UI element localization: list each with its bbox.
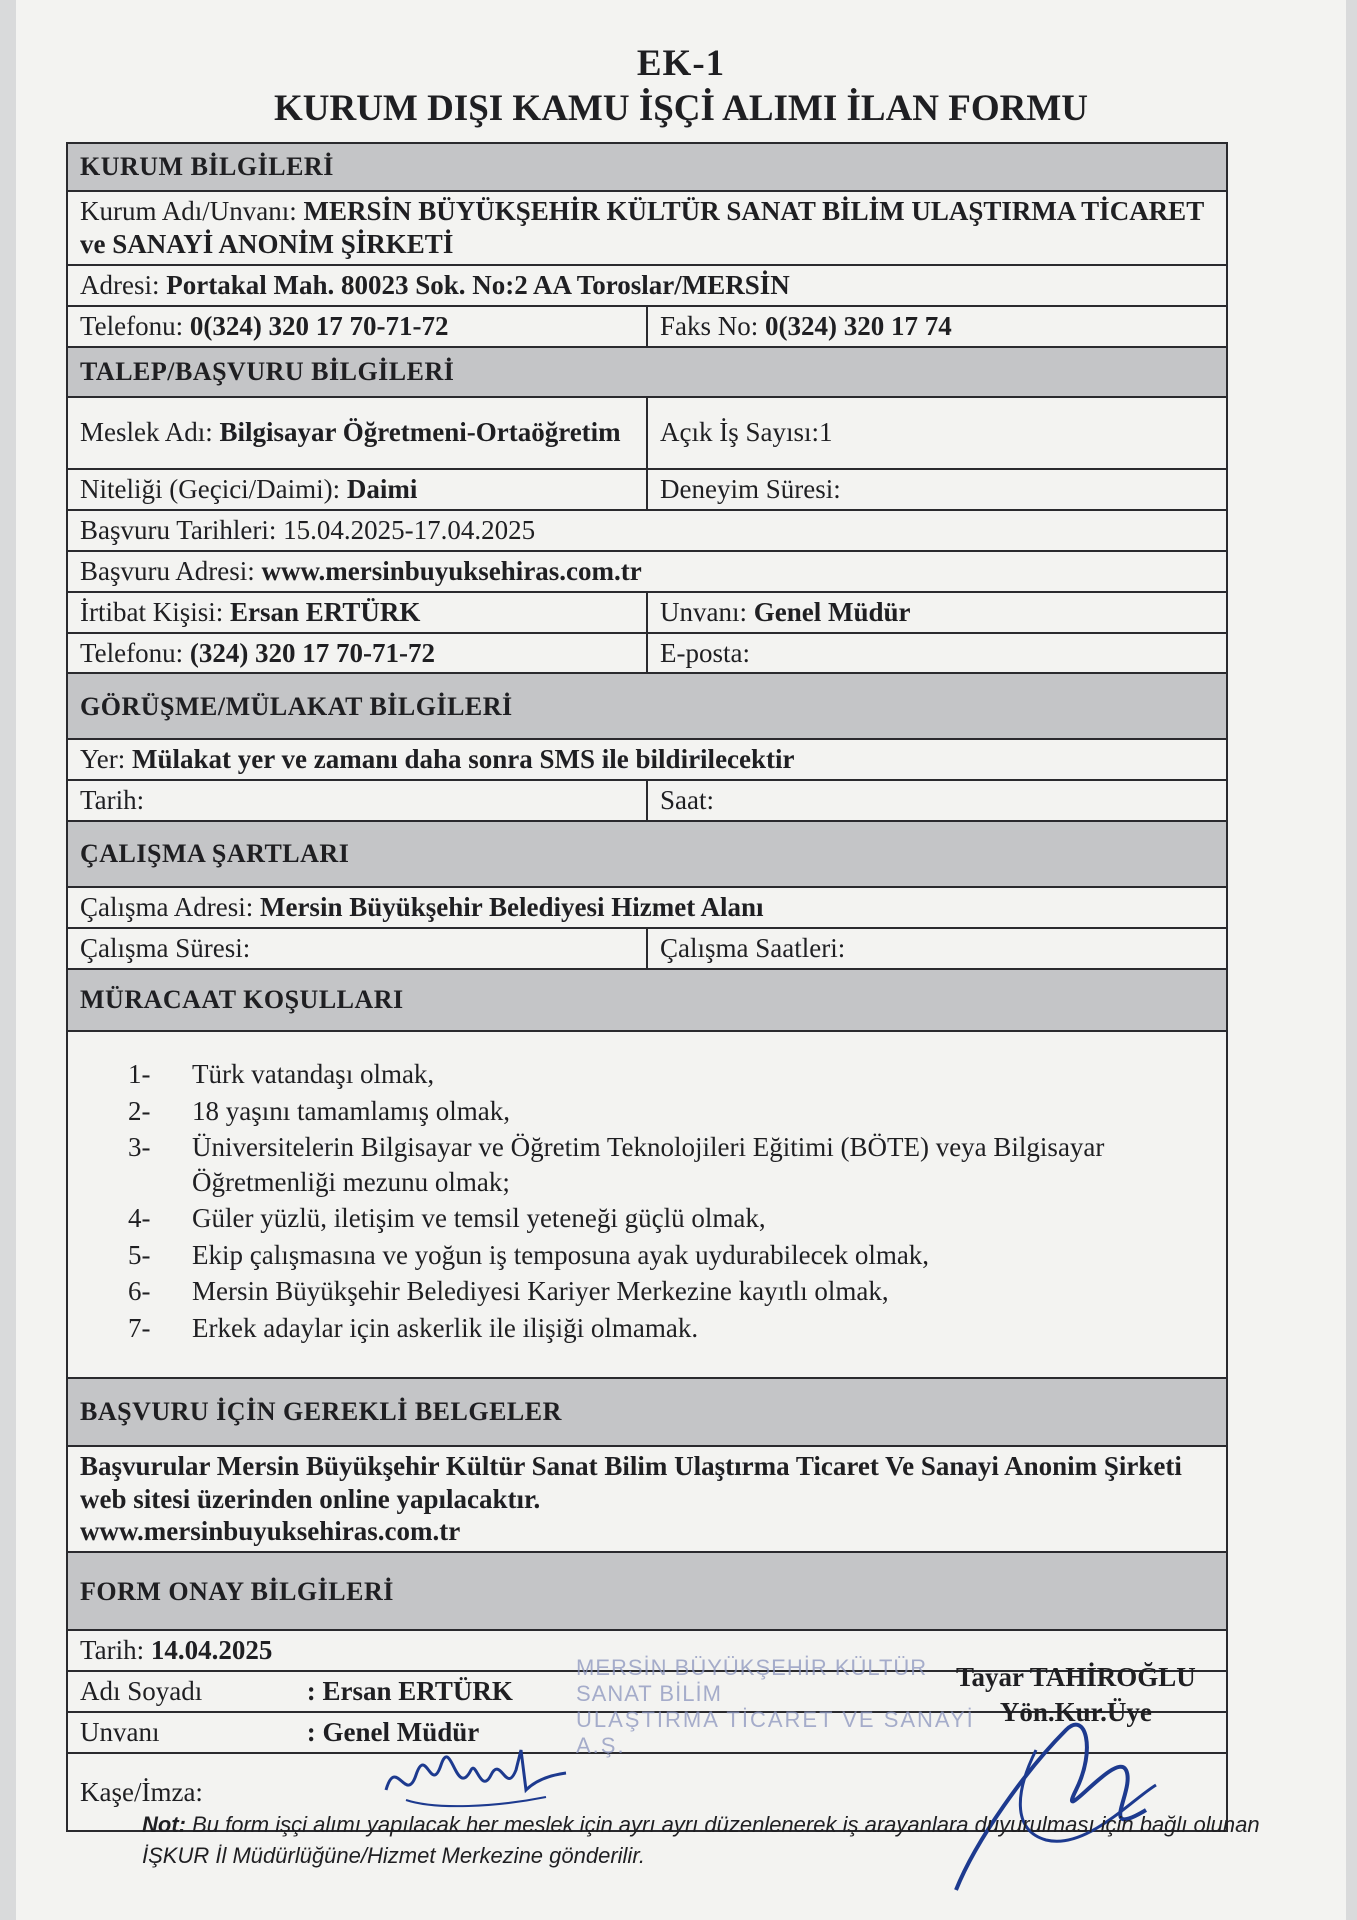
condition-item: 5- Ekip çalışmasına ve yoğun iş temposuna ayak uydurabilecek olmak, [128,1239,930,1270]
condition-item: 7- Erkek adaylar için askerlik ile ilişiği olmamak. [128,1313,699,1344]
institution-fax-cell [647,306,1227,347]
application-address-row [67,551,1227,592]
section-gorusme: GÖRÜŞME/MÜLAKAT BİLGİLERİ [67,673,1227,739]
work-hours-cell [647,928,1227,969]
institution-phone-label: Telefonu: [80,310,184,341]
experience-label: Deneyim Süresi: [660,473,841,504]
note-prefix: Not: [142,1812,186,1837]
job-type-value: Daimi [346,473,418,504]
condition-item: 1- Türk vatandaşı olmak, [128,1059,435,1090]
signature-left-icon [376,1735,576,1815]
condition-item: 2- 18 yaşını tamamlamış olmak, [128,1095,510,1126]
job-type-cell [67,469,647,510]
job-type-label: Niteliği (Geçici/Daimi): [80,473,341,504]
section-talep: TALEP/BAŞVURU BİLGİLERİ [67,347,1227,397]
work-hours-label: Çalışma Saatleri: [660,933,846,964]
document-page [16,0,1346,1920]
application-dates-value: 15.04.2025-17.04.2025 [283,514,536,545]
job-posting-form [66,142,1228,1832]
institution-address-label: Adresi: [80,269,160,300]
application-dates-label: Başvuru Tarihleri: [80,514,277,545]
application-address-value: www.mersinbuyuksehiras.com.tr [261,555,642,586]
contact-person-value: Ersan ERTÜRK [230,596,421,627]
conditions-list [80,1057,1214,1345]
section-muracaat: MÜRACAAT KOŞULLARI [67,969,1227,1031]
job-name-cell [67,397,647,469]
job-name-value: Bilgisayar Öğretmeni-Ortaöğretim [219,417,621,448]
experience-cell [647,469,1227,510]
work-address-row [67,887,1227,928]
section-calisma: ÇALIŞMA ŞARTLARI [67,821,1227,887]
section-kurum: KURUM BİLGİLERİ [67,143,1227,191]
institution-address-row [67,265,1227,306]
interview-place-row [67,739,1227,780]
conditions-cell [67,1031,1227,1377]
work-address-label: Çalışma Adresi: [80,892,254,923]
contact-email-label: E-posta: [660,637,750,668]
job-name-label: Meslek Adı: [80,417,213,448]
institution-address-value: Portakal Mah. 80023 Sok. No:2 AA Toroslar/MERSİN [166,269,790,300]
contact-person-cell [67,592,647,633]
interview-time-label: Saat: [660,785,714,816]
interview-date-label: Tarih: [80,785,145,816]
institution-phone-cell [67,306,647,347]
form-title: KURUM DIŞI KAMU İŞÇİ ALIMI İLAN FORMU [273,88,1089,129]
approval-title-value: : Genel Müdür [306,1717,480,1748]
institution-phone-value: 0(324) 320 17 70-71-72 [189,310,449,341]
work-address-value: Mersin Büyükşehir Belediyesi Hizmet Alanı [259,892,764,923]
work-duration-label: Çalışma Süresi: [80,933,251,964]
annex-label: EK-1 [636,43,726,84]
contact-title-value: Genel Müdür [753,596,911,627]
note-text: Bu form işçi alımı yapılacak her meslek için ayrı ayrı düzenlenerek iş arayanlara duyurulması için bağlı olunan İŞKUR İl Müdürlüğüne/Hizmet Merkezine gönderilir. [142,1812,1260,1868]
footer-note [142,1810,1282,1872]
section-onay: FORM ONAY BİLGİLERİ [67,1552,1227,1630]
approval-date-value: 14.04.2025 [150,1635,273,1666]
second-signatory-title: Yön.Kur.Üye [999,1697,1152,1728]
contact-person-label: İrtibat Kişisi: [80,596,224,627]
institution-fax-label: Faks No: [660,310,759,341]
application-address-label: Başvuru Adresi: [80,555,255,586]
interview-place-label: Yer: [80,744,126,775]
open-positions-cell [647,397,1227,469]
approval-name-value: : Ersan ERTÜRK [306,1676,513,1707]
company-stamp: MERSİN BÜYÜKŞEHİR KÜLTÜR SANAT BİLİM ULAŞTIRMA TİCARET VE SANAYİ A.Ş. [576,1655,975,1758]
open-positions-value: 1 [819,417,833,448]
form-title-block [16,42,1346,130]
contact-phone-value: (324) 320 17 70-71-72 [189,637,436,668]
contact-phone-label: Telefonu: [80,637,184,668]
section-belgeler: BAŞVURU İÇİN GEREKLİ BELGELER [67,1378,1227,1446]
approval-title-label: Unvanı [80,1717,160,1748]
second-signatory-name: Tayar TAHİROĞLU [956,1662,1196,1692]
documents-url: www.mersinbuyuksehiras.com.tr [80,1516,461,1547]
documents-text: Başvurular Mersin Büyükşehir Kültür Sanat Bilim Ulaştırma Ticaret Ve Sanayi Anonim Şirketi web sitesi üzerinden online yapılacaktır. [80,1450,1182,1514]
condition-item: 3- Üniversitelerin Bilgisayar ve Öğretim Teknolojileri Eğitimi (BÖTE) veya Bilgisayar Öğretmenliği mezunu olmak; [128,1132,1105,1197]
application-dates-row [67,510,1227,551]
condition-item: 4- Güler yüzlü, iletişim ve temsil yeteneği güçlü olmak, [128,1203,766,1234]
interview-place-value: Mülakat yer ve zamanı daha sonra SMS ile bildirilecektir [132,744,795,775]
contact-title-cell [647,592,1227,633]
institution-fax-value: 0(324) 320 17 74 [765,310,952,341]
interview-time-cell [647,780,1227,821]
approval-name-label: Adı Soyadı [80,1676,203,1707]
open-positions-label: Açık İş Sayısı: [660,417,819,448]
approval-stamp-label: Kaşe/İmza: [80,1776,203,1807]
documents-cell [67,1446,1227,1553]
interview-date-cell [67,780,647,821]
institution-name-label: Kurum Adı/Unvanı: [80,196,297,226]
contact-email-cell [647,633,1227,674]
contact-phone-cell [67,633,647,674]
institution-name-row [67,191,1227,265]
approval-date-label: Tarih: [80,1635,145,1666]
institution-name-value: MERSİN BÜYÜKŞEHİR KÜLTÜR SANAT BİLİM ULAŞTIRMA TİCARET ve SANAYİ ANONİM ŞİRKETİ [80,196,1204,259]
work-duration-cell [67,928,647,969]
contact-title-label: Unvanı: [660,596,747,627]
condition-item: 6- Mersin Büyükşehir Belediyesi Kariyer Merkezine kayıtlı olmak, [128,1276,889,1307]
